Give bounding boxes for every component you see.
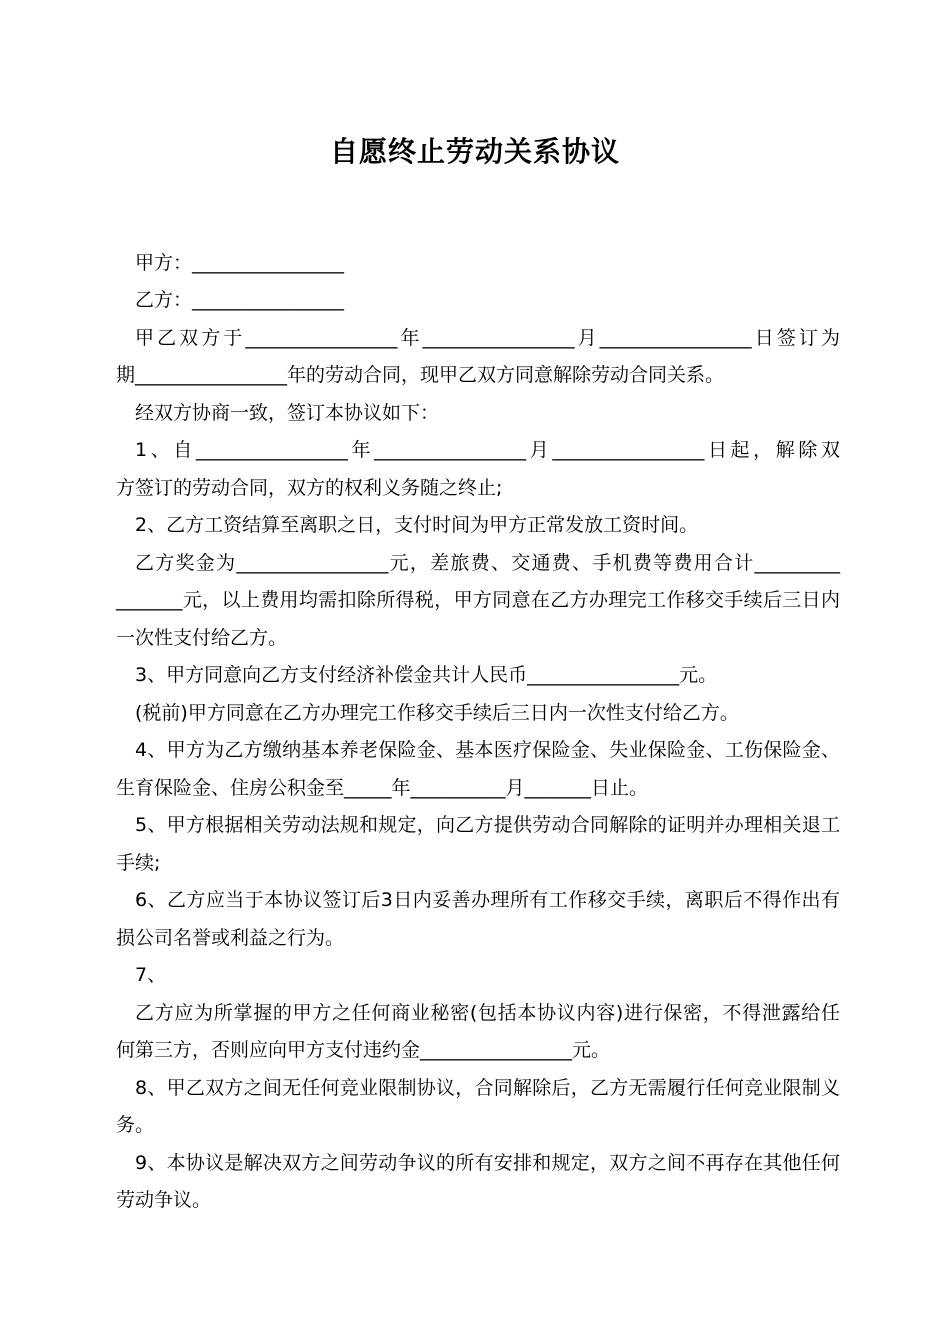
clause-6-line: 损公司名誉或利益之行为。 <box>116 927 345 949</box>
clause-9-line: 劳动争议。 <box>116 1189 212 1211</box>
clause-2-line: 一次性支付给乙方。 <box>116 627 288 649</box>
clause-2-line: 乙方奖金为________________元，差旅费、交通费、手机费等费用合计_________ <box>135 552 840 574</box>
clause-9-line: 9、本协议是解决双方之间劳动争议的所有安排和规定，双方之间不再存在其他任何 <box>135 1152 840 1174</box>
clause-2-line: 2、乙方工资结算至离职之日，支付时间为甲方正常发放工资时间。 <box>135 514 699 536</box>
clause-7-line: 乙方应为所掌握的甲方之任何商业秘密(包括本协议内容)进行保密，不得泄露给任 <box>135 1002 840 1024</box>
clause-5-line: 手续; <box>116 852 161 874</box>
clause-3-line: 3、甲方同意向乙方支付经济补偿金共计人民币________________元。 <box>135 664 718 686</box>
party-a-line: 甲方：________________ <box>135 252 345 274</box>
paragraph-line: 甲乙双方于________________年________________月________________日签订为 <box>135 327 840 349</box>
paragraph-line: 经双方协商一致，签订本协议如下： <box>135 402 440 424</box>
clause-4-line: 生育保险金、住房公积金至_____年__________月_______日止。 <box>116 777 649 799</box>
clause-1-line: 方签订的劳动合同，双方的权利义务随之终止; <box>116 477 503 499</box>
paragraph-line: 期________________年的劳动合同，现甲乙双方同意解除劳动合同关系。 <box>116 364 725 386</box>
document-title: 自愿终止劳动关系协议 <box>329 135 620 168</box>
clause-3-line: (税前)甲方同意在乙方办理完工作移交手续后三日内一次性支付给乙方。 <box>135 702 739 724</box>
clause-2-line: _______元，以上费用均需扣除所得税，甲方同意在乙方办理完工作移交手续后三日内 <box>116 589 840 611</box>
clause-1-line: 1、自________________年________________月________________日起，解除双 <box>135 439 840 461</box>
clause-8-line: 8、甲乙双方之间无任何竞业限制协议，合同解除后，乙方无需履行任何竞业限制义 <box>135 1077 840 1099</box>
clause-8-line: 务。 <box>116 1114 155 1136</box>
clause-7-line: 7、 <box>135 964 167 986</box>
clause-4-line: 4、甲方为乙方缴纳基本养老保险金、基本医疗保险金、失业保险金、工伤保险金、 <box>135 739 840 761</box>
party-b-line: 乙方：________________ <box>135 289 345 311</box>
clause-6-line: 6、乙方应当于本协议签订后3日内妥善办理所有工作移交手续，离职后不得作出有 <box>135 889 840 911</box>
clause-7-line: 何第三方，否则应向甲方支付违约金________________元。 <box>116 1039 611 1061</box>
clause-5-line: 5、甲方根据相关劳动法规和规定，向乙方提供劳动合同解除的证明并办理相关退工 <box>135 814 840 836</box>
